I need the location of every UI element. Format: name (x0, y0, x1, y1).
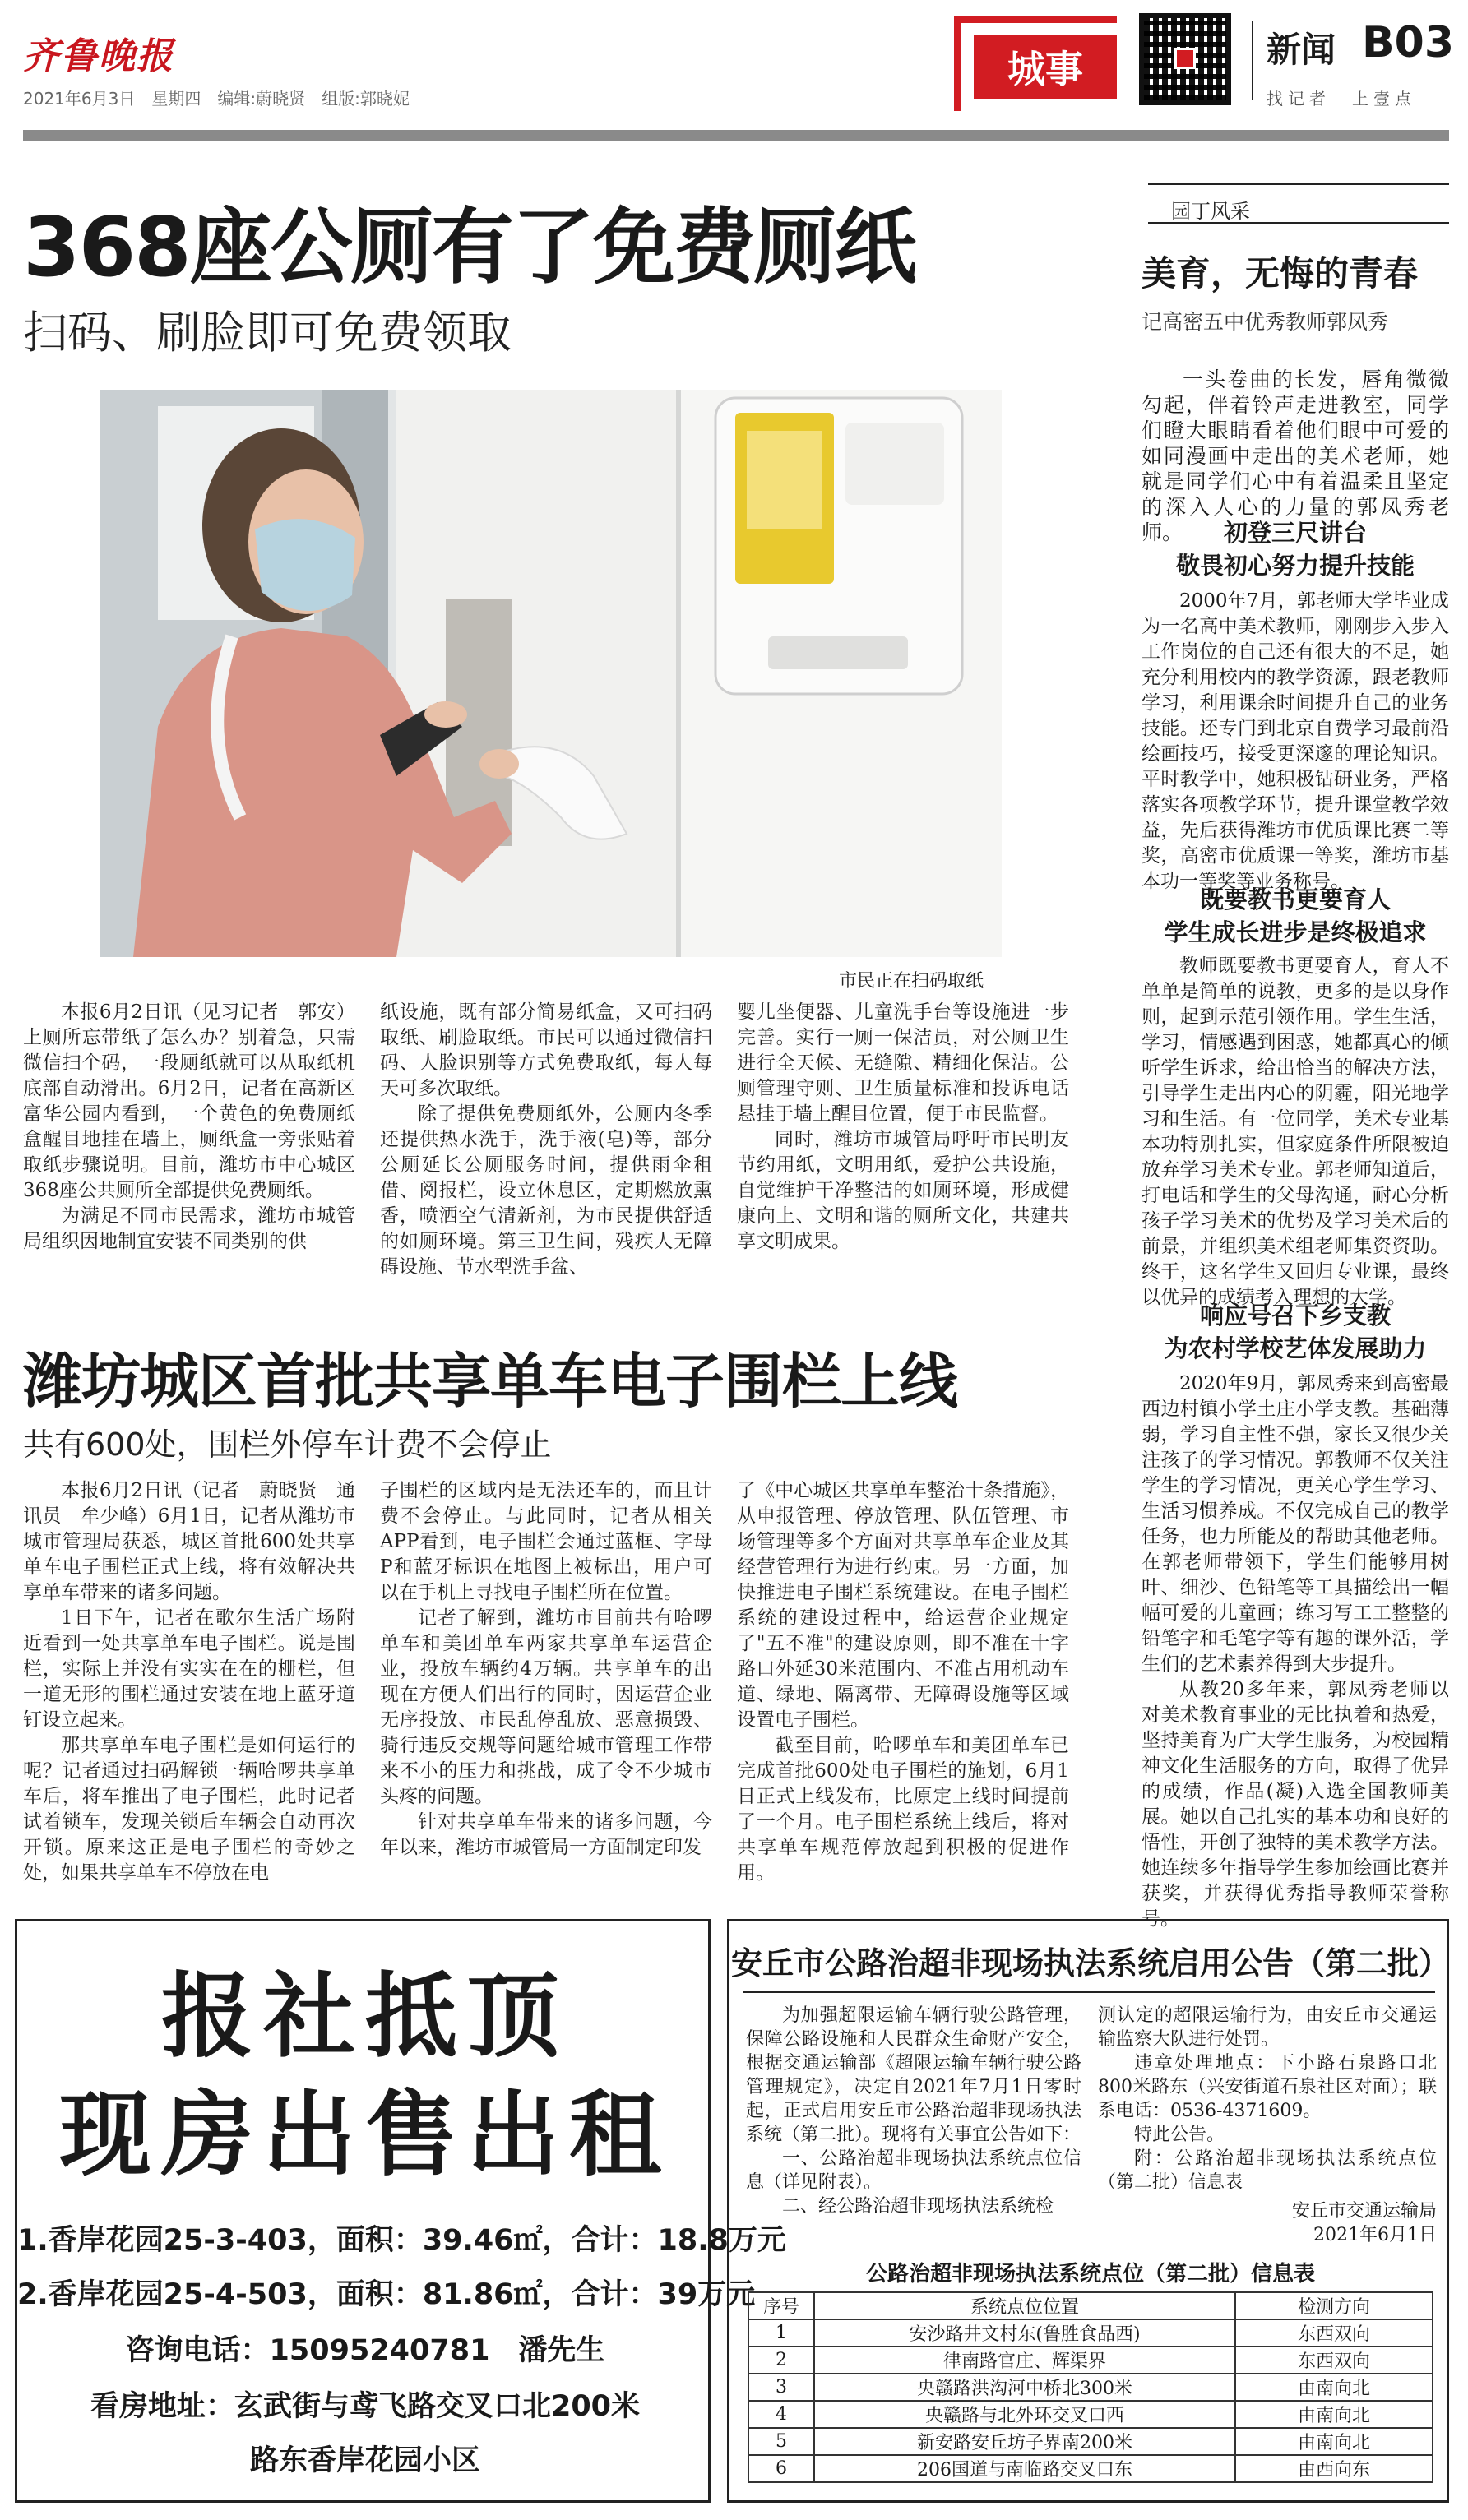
paragraph: 截至目前，哈啰单车和美团单车已完成首批600处电子围栏的施划，6月1日正式上线发布，比原定上线时间提前了一个月。电子围栏系统上线后，将对共享单车规范停放起到积极的促进作用。 (737, 1735, 1069, 1884)
table-cell: 由南向北 (1235, 2374, 1433, 2401)
story1-headline: 368座公厕有了免费厕纸 (23, 199, 915, 295)
paragraph: 除了提供免费厕纸外，公厕内冬季还提供热水洗手，洗手液(皂)等，部分公厕延长公厕服务时间，提供雨伞租借、阅报栏，设立休息区，定期燃放熏香，喷洒空气清新剂，为市民提供舒适的如厕环境。第三卫生间，残疾人无障碍设施、节水型洗手盆、 (380, 1103, 712, 1278)
heading-line: 学生成长进步是终极追求 (1164, 918, 1427, 946)
table-cell: 3 (748, 2374, 814, 2401)
table-header: 检测方向 (1235, 2292, 1433, 2319)
story2-column-2 (380, 1478, 712, 1861)
story1-photo (100, 390, 1002, 957)
story2-column-3 (737, 1478, 1069, 1886)
story1-subhead: 扫码、刷脸即可免费领取 (23, 307, 512, 358)
ad-address: 看房地址：玄武街与鸢飞路交叉口北200米 (90, 2390, 641, 2423)
notice-table-title: 公路治超非现场执法系统点位（第二批）信息表 (865, 2262, 1315, 2286)
table-header: 系统点位位置 (814, 2292, 1235, 2319)
heading-line: 初登三尺讲台 (1223, 519, 1367, 547)
masthead-divider (1252, 21, 1253, 100)
story1-photo-caption: 市民正在扫码取纸 (839, 971, 984, 992)
paragraph: 子围栏的区域内是无法还车的，而且计费不会停止。与此同时，记者从相关APP看到，电子围栏会通过蓝框、字母P和蓝牙标识在地图上被标出，用户可以在手机上寻找电子围栏所在位置。 (380, 1480, 712, 1603)
table-cell: 4 (748, 2401, 814, 2428)
table-cell: 律南路官庄、辉渠界 (814, 2347, 1235, 2374)
notice-right-column (1098, 2004, 1437, 2247)
date-line: 2021年6月3日 星期四 编辑:蔚晓贤 组版:郭晓妮 (23, 89, 410, 109)
paragraph: 为满足不同市民需求，潍坊市城管局组织因地制宜安装不同类别的供 (23, 1205, 355, 1252)
paragraph: 2000年7月，郭老师大学毕业成为一名高中美术教师，刚刚步入步入工作岗位的自己还有很大的不足，她充分利用校内的教学资源，跟老教师学习，利用课余时间提升自己的业务技能。还专门到北京自费学习最前沿绘画技巧，接受更深邃的理论知识。平时教学中，她积极钻研业务，严格落实各项教学环节，提升课堂教学效益，先后获得潍坊市优质课比赛二等奖，高密市优质课一等奖，潍坊市基本功一等奖等业务称号。 (1142, 590, 1449, 892)
story2-subhead: 共有600处，围栏外停车计费不会停止 (23, 1426, 552, 1463)
paragraph: 教师既要教书更要育人，育人不单单是简单的说教，更多的是以身作则，起到示范引领作用。学生生活，学习，情感遇到困惑，她都真心的倾听学生诉求，给出恰当的解决方法，引导学生走出内心的阴霾，阳光地学习和生活。有一位同学，美术专业基本功特别扎实，但家庭条件所限被迫放弃学习美术专业。郭老师知道后，打电话和学生的父母沟通，耐心分析孩子学习美术的优势及学习美术后的前景，并组织美术组老师集资资助。终于，这名学生又回归专业课，最终以优异的成绩考入理想的大学。 (1142, 955, 1449, 1308)
table-cell: 由南向北 (1235, 2428, 1433, 2455)
ad-address-2: 路东香岸花园小区 (249, 2444, 480, 2477)
masthead-rule (23, 130, 1449, 141)
notice-left-column (746, 2004, 1081, 2218)
story2-column-1 (23, 1478, 355, 1886)
sidebar-subtitle: 记高密五中优秀教师郭凤秀 (1142, 310, 1389, 334)
ad-headline-1: 报社抵顶 (161, 1963, 569, 2070)
table-cell: 6 (748, 2455, 814, 2482)
paragraph: 同时，潍坊市城管局呼吁市民明友节约用纸，文明用纸，爱护公共设施，自觉维护干净整洁的如厕环境，形成健康向上、文明和谐的厕所文化，共建共享文明成果。 (737, 1129, 1069, 1252)
ad-listing-2: 2.香岸花园25-4-503，面积：81.86㎡，合计：39万元 (17, 2278, 756, 2311)
table-cell: 安沙路井文村东(鲁胜食品西) (814, 2319, 1235, 2347)
sidebar-column-tag: 园丁风采 (1148, 183, 1449, 224)
newspaper-logo: 齐鲁晚报 (23, 35, 174, 77)
table-cell: 2 (748, 2347, 814, 2374)
table-cell: 5 (748, 2428, 814, 2455)
paragraph: 了《中心城区共享单车整治十条措施》，从申报管理、停放管理、队伍管理、市场管理等多个方面对共享单车企业及其经营管理行为进行约束。另一方面，加快推进电子围栏系统建设。在电子围栏系统的建设过程中，给运营企业规定了"五不准"的建设原则，即不准在十字路口外延30米范围内、不准占用机动车道、绿地、隔离带、无障碍设施等区域设置电子围栏。 (737, 1480, 1069, 1731)
table-cell: 新安路安丘坊子界南200米 (814, 2428, 1235, 2455)
page-number: B03 (1362, 18, 1454, 67)
sidebar-title: 美育，无悔的青春 (1142, 253, 1419, 294)
column-name: 新闻 (1267, 30, 1336, 70)
table-header-row (748, 2292, 1433, 2319)
table-cell: 由南向北 (1235, 2401, 1433, 2428)
paragraph: 本报6月2日讯（见习记者 郭安）上厕所忘带纸了怎么办？别着急，只需微信扫个码，一段厕纸就可以从取纸机底部自动滑出。6月2日，记者在高新区富华公园内看到，一个黄色的免费厕纸盒醒目地挂在墙上，厕纸盒一旁张贴着取纸步骤说明。目前，潍坊市中心城区368座公共厕所全部提供免费厕纸。 (23, 1001, 355, 1201)
table-cell: 央赣路洪沟河中桥北300米 (814, 2374, 1235, 2401)
heading-line: 既要教书更要育人 (1199, 885, 1391, 913)
heading-line: 敬畏初心努力提升技能 (1175, 552, 1415, 580)
story1-column-2 (380, 1000, 712, 1280)
ad-listing-1: 1.香岸花园25-3-403，面积：39.46㎡，合计：18.8万元 (17, 2224, 786, 2257)
sidebar-section-1 (1142, 589, 1449, 895)
table-cell: 东西双向 (1235, 2347, 1433, 2374)
table-cell: 1 (748, 2319, 814, 2347)
sidebar-section-3 (1142, 1371, 1449, 1932)
table-header: 序号 (748, 2292, 814, 2319)
table-row (748, 2374, 1433, 2401)
checkpoint-table (748, 2291, 1433, 2483)
paragraph: 测认定的超限运输行为，由安丘市交通运输监察大队进行处罚。 (1098, 2005, 1437, 2050)
paragraph: 纸设施，既有部分简易纸盒，又可扫码取纸、刷脸取纸。市民可以通过微信扫码、人脸识别等方式免费取纸，每人每天可多次取纸。 (380, 1001, 712, 1099)
section-tag: 城事 (974, 35, 1117, 99)
paragraph: 记者了解到，潍坊市目前共有哈啰单车和美团单车两家共享单车运营企业，投放车辆约4万辆。共享单车的出现在方便人们出行的同时，因运营企业无序投放、市民乱停乱放、恶意损毁、骑行违反交规等问题给城市管理工作带来不小的压力和挑战，成了令不少城市头疼的问题。 (380, 1607, 712, 1807)
story2-headline: 潍坊城区首批共享单车电子围栏上线 (23, 1347, 958, 1416)
sidebar-intro: 一头卷曲的长发，唇角微微勾起，伴着铃声走进教室，同学们瞪大眼睛看着他们眼中可爱的如同漫画中走出的美术老师，她就是同学们心中有着温柔且坚定的深入人心的力量的郭凤秀老师。 (1142, 368, 1449, 544)
notice-signatory: 安丘市交通运输局 (1291, 2201, 1437, 2222)
notice-date: 2021年6月1日 (1313, 2225, 1437, 2245)
story1-column-1 (23, 1000, 355, 1255)
sidebar-heading-2 (1142, 883, 1449, 949)
heading-line: 为农村学校艺体发展助力 (1164, 1334, 1427, 1362)
paragraph: 违章处理地点：下小路石泉路口北800米路东（兴安街道石泉社区对面）；联系电话：0536-4371609。 (1098, 2053, 1437, 2121)
table-cell: 206国道与南临路交叉口东 (814, 2455, 1235, 2482)
table-row (748, 2455, 1433, 2482)
paragraph: 婴儿坐便器、儿童洗手台等设施进一步完善。实行一厕一保洁员，对公厕卫生进行全天候、无缝隙、精细化保洁。公厕管理守则、卫生质量标准和投诉电话悬挂于墙上醒目位置，便于市民监督。 (737, 1001, 1069, 1125)
table-cell: 央赣路与北外环交叉口西 (814, 2401, 1235, 2428)
ad-headline-2: 现房出售出租 (59, 2082, 671, 2189)
paragraph: 从教20多年来，郭凤秀老师以对美术教育事业的无比执着和热爱，坚持美育为广大学生服务，为校园精神文化生活服务的方向，取得了优异的成绩，作品(凝)入选全国教师美展。她以自己扎实的基本功和良好的悟性，开创了独特的美术教学方法。她连续多年指导学生参加绘画比赛并获奖，并获得优秀指导教师荣誉称号。 (1142, 1679, 1449, 1930)
paragraph: 针对共享单车带来的诸多问题，今年以来，潍坊市城管局一方面制定印发 (380, 1811, 712, 1858)
notice-title: 安丘市公路治超非现场执法系统启用公告（第二批） (730, 1945, 1450, 1981)
story1-column-3 (737, 1000, 1069, 1255)
paragraph: 本报6月2日讯（记者 蔚晓贤 通讯员 牟少峰）6月1日，记者从潍坊市城市管理局获悉，城区首批600处共享单车电子围栏正式上线，将有效解决共享单车带来的诸多问题。 (23, 1480, 355, 1603)
paragraph: 特此公告。 (1134, 2125, 1225, 2145)
reporter-line: 找记者 上壹点 (1267, 89, 1416, 109)
woman-scanning-photo (100, 390, 1002, 957)
sidebar-section-2 (1142, 954, 1449, 1311)
heading-line: 响应号召下乡支教 (1199, 1302, 1391, 1329)
table-row (748, 2401, 1433, 2428)
table-cell: 由西向东 (1235, 2455, 1433, 2482)
paragraph: 那共享单车电子围栏是如何运行的呢？记者通过扫码解锁一辆哈啰共享单车后，将车推出了电子围栏，此时记者试着锁车，发现关锁后车辆会自动再次开锁。原来这正是电子围栏的奇妙之处，如果共享单车不停放在电 (23, 1735, 355, 1884)
paragraph: 一、公路治超非现场执法系统点位信息（详见附表）。 (746, 2148, 1081, 2193)
table-row (748, 2347, 1433, 2374)
paragraph: 附：公路治超非现场执法系统点位（第二批）信息表 (1098, 2148, 1437, 2193)
public-notice (727, 1919, 1449, 2503)
sidebar-heading-1 (1142, 516, 1449, 582)
paragraph: 1日下午，记者在歌尔生活广场附近看到一处共享单车电子围栏。说是围栏，实际上并没有实实在在的栅栏，但一道无形的围栏通过安装在地上蓝牙道钉设立起来。 (23, 1607, 355, 1731)
sidebar-heading-3 (1142, 1299, 1449, 1365)
paragraph: 二、经公路治超非现场执法系统检 (782, 2196, 1054, 2217)
qr-center-logo (1174, 48, 1196, 69)
paragraph: 为加强超限运输车辆行驶公路管理，保障公路设施和人民群众生命财产安全，根据交通运输部《超限运输车辆行驶公路管理规定》，决定自2021年7月1日零时起，正式启用安丘市公路治超非现场执法系统（第二批）。现将有关事宜公告如下： (746, 2005, 1081, 2145)
table-row (748, 2319, 1433, 2347)
notice-rule (743, 1991, 1435, 1993)
ad-phone: 咨询电话：15095240781 潘先生 (125, 2334, 605, 2367)
table-cell: 东西双向 (1235, 2319, 1433, 2347)
paragraph: 2020年9月，郭凤秀来到高密最西边村镇小学土庄小学支教。基础薄弱，学习自主性不强，家长又很少关注孩子的学习情况。郭教师不仅关注学生的学习情况，更关心学生学习、生活习惯养成。不仅完成自己的教学任务，也力所能及的帮助其他老师。在郭老师带领下，学生们能够用树叶、细沙、色铅笔等工具描绘出一幅幅可爱的儿童画；练习写工工整整的铅笔字和毛笔字等有趣的课外活，学生们的艺术素养得到大步提升。 (1142, 1373, 1449, 1675)
table-row (748, 2428, 1433, 2455)
